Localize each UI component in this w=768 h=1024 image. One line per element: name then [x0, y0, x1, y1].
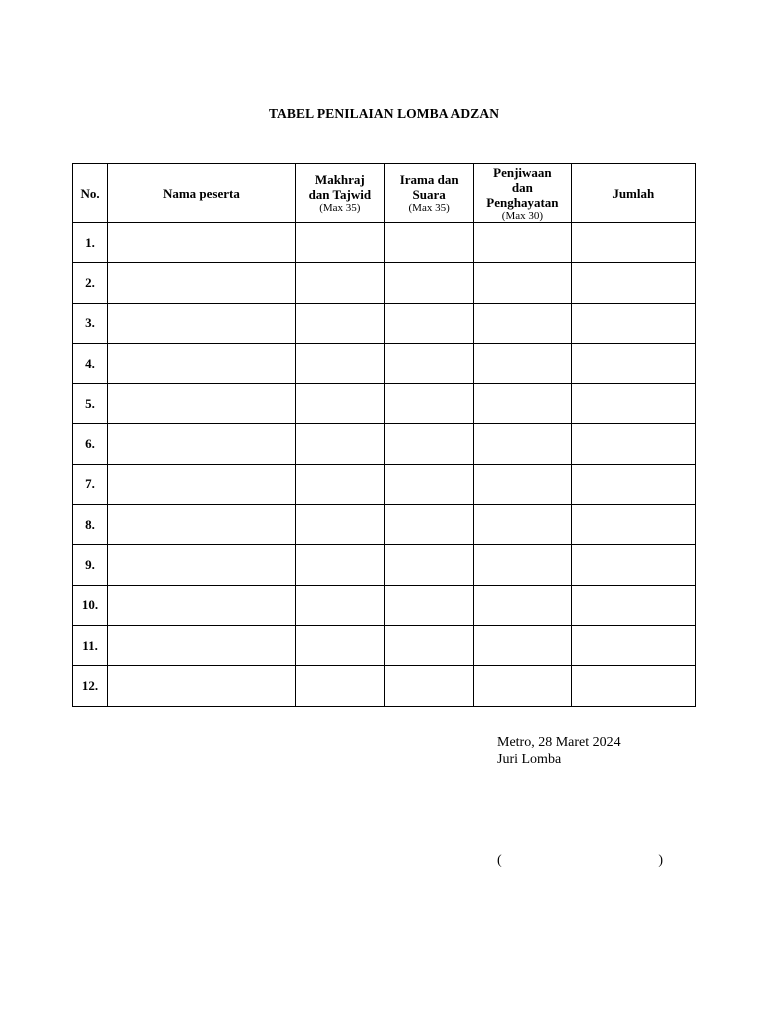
table-row	[73, 625, 696, 665]
header-makhraj-line1: Makhraj	[314, 172, 365, 187]
header-makhraj-line2: dan Tajwid	[308, 187, 372, 202]
nama-peserta-cell	[108, 464, 296, 504]
header-no: No.	[73, 164, 108, 223]
nama-peserta-cell	[108, 505, 296, 545]
penjiwaan-score-cell	[474, 585, 571, 625]
nama-peserta-cell	[108, 263, 296, 303]
penjiwaan-score-cell	[474, 464, 571, 504]
makhraj-score-cell	[295, 666, 384, 706]
table-row	[73, 666, 696, 706]
header-penjiwaan-max: (Max 30)	[501, 209, 544, 222]
penjiwaan-score-cell	[474, 505, 571, 545]
table-row	[73, 223, 696, 263]
jumlah-cell	[571, 625, 695, 665]
irama-score-cell	[384, 464, 473, 504]
header-penjiwaan-penghayatan	[474, 164, 571, 223]
row-no-cell: 2.	[73, 263, 108, 303]
header-penjiwaan-line2: dan	[511, 179, 533, 195]
row-no-cell: 6.	[73, 424, 108, 464]
header-nama-peserta: Nama peserta	[108, 164, 296, 223]
nama-peserta-cell	[108, 666, 296, 706]
jumlah-cell	[571, 424, 695, 464]
header-irama-line1: Irama dan	[399, 172, 459, 187]
jumlah-cell	[571, 263, 695, 303]
nama-peserta-cell	[108, 625, 296, 665]
makhraj-score-cell	[295, 223, 384, 263]
makhraj-score-cell	[295, 585, 384, 625]
header-penjiwaan-line3: Penghayatan	[486, 194, 559, 210]
header-penjiwaan-line1: Penjiwaan	[493, 164, 552, 180]
jumlah-cell	[571, 303, 695, 343]
irama-score-cell	[384, 505, 473, 545]
nama-peserta-cell	[108, 424, 296, 464]
makhraj-score-cell	[295, 464, 384, 504]
jumlah-cell	[571, 545, 695, 585]
nama-peserta-cell	[108, 303, 296, 343]
makhraj-score-cell	[295, 303, 384, 343]
irama-score-cell	[384, 384, 473, 424]
header-jumlah: Jumlah	[571, 164, 695, 223]
table-body	[73, 223, 696, 707]
table-row	[73, 545, 696, 585]
penjiwaan-score-cell	[474, 666, 571, 706]
penjiwaan-score-cell	[474, 424, 571, 464]
header-irama-max: (Max 35)	[408, 202, 450, 214]
penjiwaan-score-cell	[474, 263, 571, 303]
table-row	[73, 424, 696, 464]
penjiwaan-score-cell	[474, 545, 571, 585]
score-table	[72, 163, 696, 707]
penjiwaan-score-cell	[474, 625, 571, 665]
makhraj-score-cell	[295, 505, 384, 545]
table-row	[73, 505, 696, 545]
table-row	[73, 464, 696, 504]
place-date: Metro, 28 Maret 2024	[497, 735, 621, 750]
makhraj-score-cell	[295, 545, 384, 585]
jumlah-cell	[571, 666, 695, 706]
irama-score-cell	[384, 545, 473, 585]
row-no-cell: 12.	[73, 666, 108, 706]
penjiwaan-score-cell	[474, 303, 571, 343]
jumlah-cell	[571, 223, 695, 263]
row-no-cell: 11.	[73, 625, 108, 665]
nama-peserta-cell	[108, 585, 296, 625]
makhraj-score-cell	[295, 424, 384, 464]
row-no-cell: 1.	[73, 223, 108, 263]
nama-peserta-cell	[108, 384, 296, 424]
penjiwaan-score-cell	[474, 384, 571, 424]
row-no-cell: 4.	[73, 343, 108, 383]
irama-score-cell	[384, 625, 473, 665]
row-no-cell: 8.	[73, 505, 108, 545]
table-row	[73, 303, 696, 343]
nama-peserta-cell	[108, 545, 296, 585]
makhraj-score-cell	[295, 625, 384, 665]
row-no-cell: 10.	[73, 585, 108, 625]
row-no-cell: 3.	[73, 303, 108, 343]
irama-score-cell	[384, 585, 473, 625]
jumlah-cell	[571, 585, 695, 625]
signature-close-paren: )	[658, 853, 663, 868]
irama-score-cell	[384, 223, 473, 263]
makhraj-score-cell	[295, 343, 384, 383]
nama-peserta-cell	[108, 223, 296, 263]
jumlah-cell	[571, 384, 695, 424]
header-irama-suara	[384, 164, 473, 223]
header-irama-line2: Suara	[412, 187, 446, 202]
irama-score-cell	[384, 424, 473, 464]
table-row	[73, 343, 696, 383]
row-no-cell: 7.	[73, 464, 108, 504]
penjiwaan-score-cell	[474, 223, 571, 263]
row-no-cell: 9.	[73, 545, 108, 585]
irama-score-cell	[384, 303, 473, 343]
makhraj-score-cell	[295, 263, 384, 303]
makhraj-score-cell	[295, 384, 384, 424]
header-makhraj-max: (Max 35)	[319, 202, 361, 214]
row-no-cell: 5.	[73, 384, 108, 424]
signature-block	[497, 734, 621, 768]
signer-role: Juri Lomba	[497, 752, 562, 767]
nama-peserta-cell	[108, 343, 296, 383]
table-header	[73, 164, 696, 223]
table-row	[73, 585, 696, 625]
document-title: TABEL PENILAIAN LOMBA ADZAN	[268, 106, 500, 121]
header-makhraj-tajwid	[295, 164, 384, 223]
jumlah-cell	[571, 464, 695, 504]
table-row	[73, 384, 696, 424]
irama-score-cell	[384, 263, 473, 303]
jumlah-cell	[571, 343, 695, 383]
irama-score-cell	[384, 343, 473, 383]
jumlah-cell	[571, 505, 695, 545]
table-row	[73, 263, 696, 303]
header-row	[73, 164, 696, 223]
penjiwaan-score-cell	[474, 343, 571, 383]
signature-open-paren: (	[497, 853, 502, 868]
irama-score-cell	[384, 666, 473, 706]
